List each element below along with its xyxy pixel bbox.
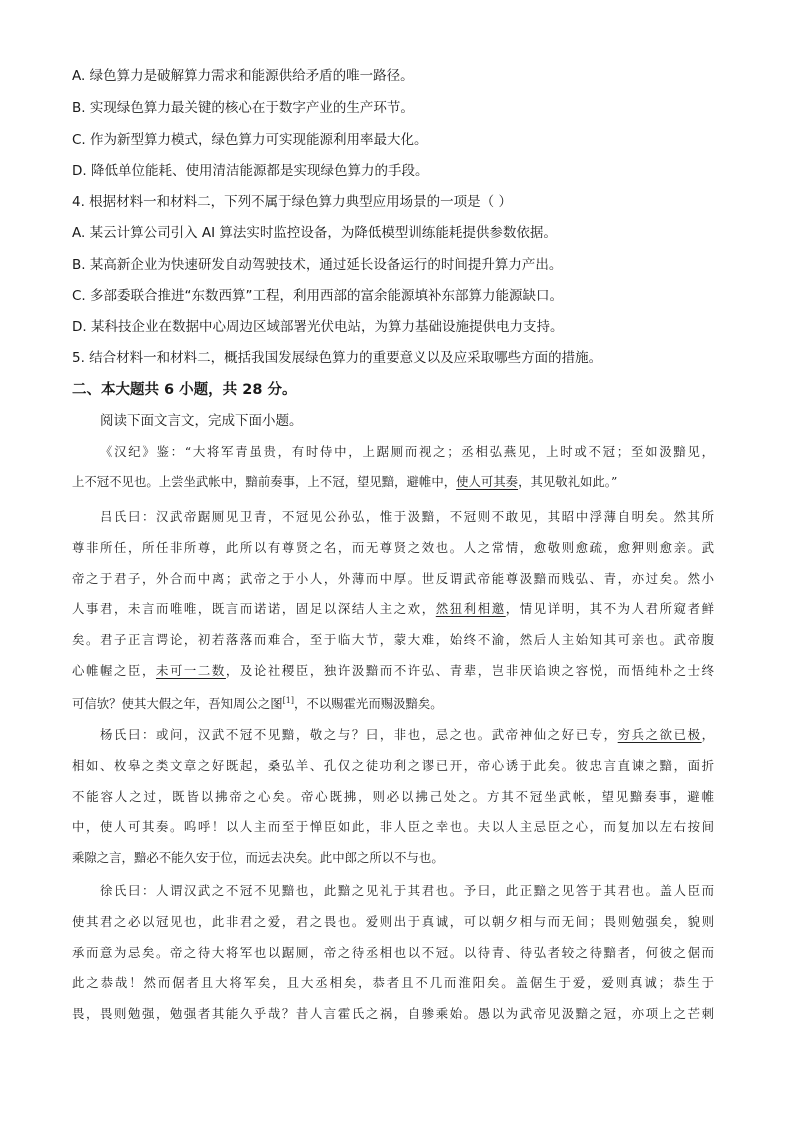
- q3-option-c: C. 作为新型算力模式，绿色算力可实现能源利用率最大化。: [72, 132, 428, 148]
- passage-text: 心帷幄之臣，: [72, 663, 156, 678]
- passage-text: 杨氏曰：或问，汉武不冠不见黯，敬之与？曰，非也，忌之也。武帝神仙之好已专，: [100, 727, 618, 742]
- passage-line: [72, 599, 714, 619]
- underlined-phrase: 未可一二数: [155, 663, 226, 678]
- passage-line: 使其君之必以冠见也，此非君之爱，君之畏也。爱则出于真诚，可以朝夕相与而无间；畏则勉强矣，貌则: [72, 914, 714, 929]
- q3-option-d: D. 降低单位能耗、使用清洁能源都是实现绿色算力的手段。: [72, 163, 429, 179]
- q3-option-b: B. 实现绿色算力最关键的核心在于数字产业的生产环节。: [72, 100, 414, 116]
- q4-stem: 4. 根据材料一和材料二，下列不属于绿色算力典型应用场景的一项是（ ）: [72, 194, 512, 210]
- passage-text: ，情见详明，其不为人君所窥者鲜: [505, 601, 715, 616]
- underlined-phrase: 使人可其奏: [456, 474, 519, 489]
- passage-line: 承而意为忌矣。帝之待大将军也以踞厕，帝之待丞相也以不冠。以待青、待弘者较之待黯者，何彼之倨而: [72, 945, 714, 960]
- passage-line: 中，使人可其奏。呜呼！以人主而至于惮臣如此，非人臣之幸也。夫以人主忌臣之心，而复加以左右按间: [72, 819, 714, 834]
- passage-text: ，: [701, 727, 715, 742]
- passage-line: 《汉纪》鉴：“大将军青虽贵，有时侍中，上踞厕而视之；丞相弘燕见，上时或不冠；至如汲黯见，: [100, 444, 714, 459]
- footnote-marker: [1]: [282, 696, 294, 705]
- passage-line: [72, 661, 714, 681]
- q4-option-b: B. 某高新企业为快速研发自动驾驶技术，通过延长设备运行的时间提升算力产出。: [72, 257, 563, 273]
- passage-line: 尊非所任，所任非所尊，此所以有尊贤之名，而无尊贤之效也。人之常情，愈敬则愈疏，愈狎则愈亲。武: [72, 540, 714, 555]
- passage-text: ，不以赐霍光而赐汲黯矣。: [293, 696, 443, 712]
- passage-line: 帝之于君子，外合而中离；武帝之于小人，外薄而中厚。世反谓武帝能尊汲黯而贱弘、青，亦过矣。然小: [72, 571, 714, 586]
- q4-option-c: C. 多部委联合推进“东数西算”工程，利用西部的富余能源填补东部算力能源缺口。: [72, 288, 563, 304]
- passage-line: 吕氏曰：汉武帝踞厕见卫青，不冠见公孙弘，惟于汲黯，不冠则不敢见，其昭中浮薄自明矣。然其所: [100, 509, 714, 524]
- q5-stem: 5. 结合材料一和材料二，概括我国发展绿色算力的重要意义以及应采取哪些方面的措施。: [72, 350, 603, 366]
- passage-line: 畏，畏则勉强，勉强者其能久乎哉？昔人言霍氏之祸，自骖乘始。愚以为武帝见汲黯之冠，亦项上之芒刺: [72, 1006, 714, 1021]
- passage-line: [72, 472, 714, 492]
- passage-line: 矣。君子正言谔论，初若落落而难合，至于临大节，蒙大难，始终不渝，然后人主始知其可亲也。武帝腹: [72, 632, 714, 647]
- section-intro: 阅读下面文言文，完成下面小题。: [100, 413, 303, 429]
- passage-line: 不能容人之过，既皆以拂帝之心矣。帝心既拂，则必以拂己处之。方其不冠坐武帐，望见黯奏事，避帷: [72, 789, 714, 804]
- q4-option-d: D. 某科技企业在数据中心周边区域部署光伏电站，为算力基础设施提供电力支持。: [72, 319, 564, 335]
- passage-text: ，及论社稷臣，独许汲黯而不许弘、青辈，岂非厌谄谀之容悦，而悟纯朴之士终: [225, 663, 715, 678]
- passage-text: 上不冠不见也。上尝坐武帐中，黯前奏事，上不冠，望见黯，避帷中，: [72, 474, 457, 489]
- passage-text: 人事君，未言而唯唯，既言而诺诺，固足以深结人主之欢，: [72, 601, 436, 616]
- passage-text: 可信欤？使其大假之年，吾知周公之图: [72, 696, 283, 712]
- underlined-phrase: 然狃利相邀: [435, 601, 506, 616]
- q4-option-a: A. 某云计算公司引入 AI 算法实时监控设备，为降低模型训练能耗提供参数依据。: [72, 225, 557, 241]
- passage-line: 此之恭哉！然而倨者且大将军矣，且大丞相矣，恭者且不几而淮阳矣。盖倨生于爱，爱则真诚；恭生于: [72, 975, 714, 990]
- passage-line: [100, 725, 714, 745]
- passage-line: [72, 691, 714, 714]
- passage-line: 乘隙之言，黯必不能久安于位，而远去决矣。此中郎之所以不与也。: [72, 850, 444, 865]
- passage-line: 相如、枚皋之类文章之好既起，桑弘羊、孔仅之徒功利之谬已开，帝心诱于此矣。彼忠言直谏之黯，面折: [72, 758, 714, 773]
- section-heading: 二、本大题共 6 小题，共 28 分。: [72, 382, 297, 398]
- q3-option-a: A. 绿色算力是破解算力需求和能源供给矛盾的唯一路径。: [72, 68, 414, 84]
- passage-line: 徐氏曰：人谓汉武之不冠不见黯也，此黯之见礼于其君也。予曰，此正黯之见答于其君也。盖人臣而: [100, 883, 714, 898]
- passage-text: ，其见敬礼如此。”: [518, 474, 618, 489]
- underlined-phrase: 穷兵之欲已极: [617, 727, 702, 742]
